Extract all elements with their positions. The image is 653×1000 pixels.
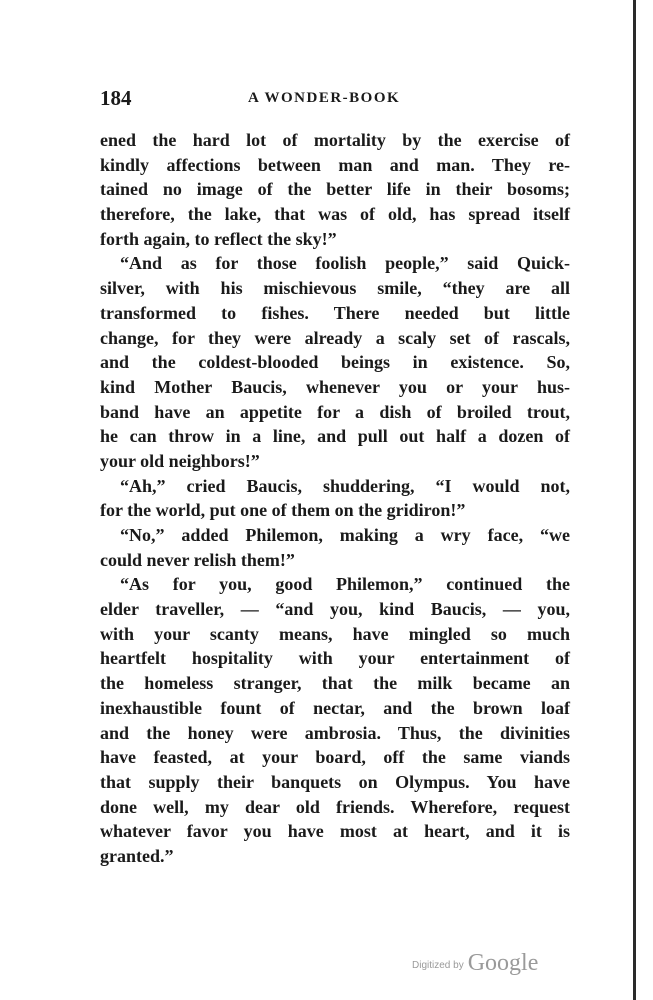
page-edge-rule (633, 0, 636, 1000)
text-line: heartfelt hospitality with your entertainment of (100, 648, 570, 669)
digitization-watermark (412, 950, 538, 977)
text-line: “And as for those foolish people,” said Quick- (120, 253, 570, 274)
text-line: done well, my dear old friends. Wherefore, request (100, 796, 570, 817)
text-line: the homeless stranger, that the milk became an (100, 673, 570, 694)
text-line: “No,” added Philemon, making a wry face, “we (120, 525, 570, 545)
text-line: kind Mother Baucis, whenever you or your hus- (100, 376, 570, 397)
text-line: elder traveller, — “and you, kind Baucis, — you, (100, 599, 570, 620)
text-line: change, for they were already a scaly set of rascals, (100, 327, 570, 348)
text-line: have feasted, at your board, off the same viands (100, 747, 570, 768)
text-line: could never relish them!” (100, 549, 295, 570)
text-line: inexhaustible fount of nectar, and the brown loaf (100, 697, 570, 718)
text-line: “Ah,” cried Baucis, shuddering, “I would not, (120, 475, 570, 496)
text-line: “As for you, good Philemon,” continued the (120, 574, 570, 595)
text-line: therefore, the lake, that was of old, has spread itself (100, 204, 570, 225)
text-line: your old neighbors!” (100, 450, 260, 471)
text-line: with your scanty means, have mingled so much (100, 623, 570, 644)
text-line: transformed to fishes. There needed but little (100, 302, 570, 323)
watermark-brand: Google (467, 950, 539, 976)
page-number: 184 (100, 86, 132, 110)
text-line: that supply their banquets on Olympus. You have (100, 771, 570, 792)
text-line: granted.” (100, 845, 174, 866)
text-line: kindly affections between man and man. They re- (100, 154, 570, 175)
text-line: silver, with his mischievous smile, “they are all (100, 278, 570, 299)
text-line: he can throw in a line, and pull out half a dozen of (100, 426, 570, 447)
text-line: for the world, put one of them on the gridiron!” (100, 500, 466, 521)
body-text (100, 128, 570, 869)
text-line: and the coldest-blooded beings in existence. So, (100, 352, 570, 373)
text-line: and the honey were ambrosia. Thus, the divinities (100, 722, 570, 743)
text-line: tained no image of the better life in their bosoms; (100, 179, 570, 200)
page-header (100, 86, 570, 112)
text-line: forth again, to reflect the sky!” (100, 228, 337, 249)
text-line: ened the hard lot of mortality by the exercise of (100, 130, 570, 150)
running-head: A WONDER-BOOK (248, 90, 401, 106)
text-line: band have an appetite for a dish of broiled trout, (100, 401, 570, 422)
text-line: whatever favor you have most at heart, and it is (100, 821, 570, 842)
watermark-prefix: Digitized by (412, 960, 464, 971)
